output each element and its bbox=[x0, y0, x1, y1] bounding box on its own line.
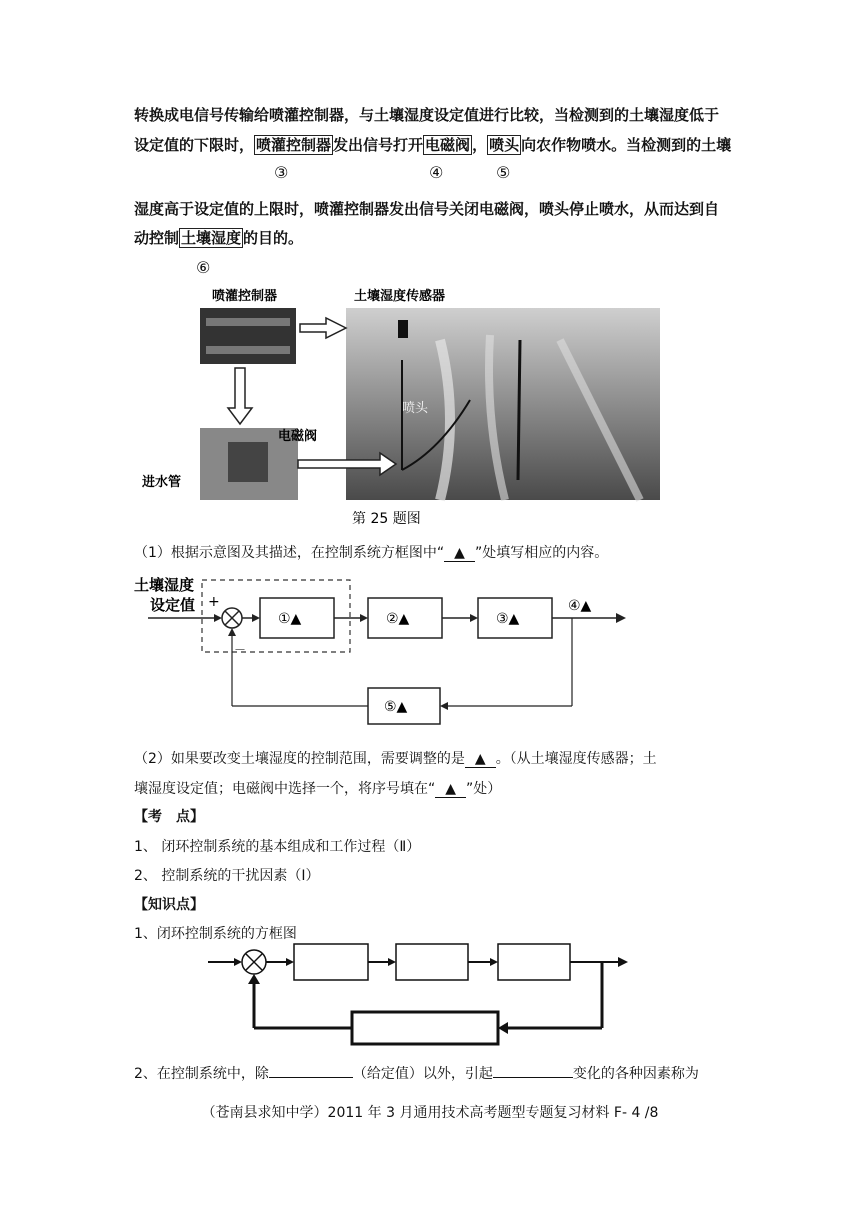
empty-block-2 bbox=[396, 944, 468, 980]
kaodian-title: 【考 点】 bbox=[134, 809, 204, 825]
intro-line-2 bbox=[134, 134, 731, 155]
intro-text: 的目的。 bbox=[243, 229, 304, 247]
q1-text: （1）根据示意图及其描述，在控制系统方框图中“ bbox=[134, 545, 445, 561]
empty-feedback-block bbox=[352, 1012, 498, 1044]
boxed-term-humidity: 土壤湿度 bbox=[181, 229, 242, 247]
arrow-sensor-to-controller bbox=[300, 318, 346, 338]
label-pipe: 进水管 bbox=[142, 475, 182, 490]
question-2-line-2 bbox=[134, 778, 501, 798]
controller-photo bbox=[200, 308, 296, 364]
boxed-term-valve: 电磁阀 bbox=[425, 136, 471, 154]
q2-text: （2）如果要改变土壤湿度的控制范围，需要调整的是 bbox=[134, 751, 465, 767]
input-label-1: 土壤湿度 bbox=[134, 576, 195, 594]
question-1 bbox=[134, 542, 608, 562]
intro-line-1: 转换成电信号传输给喷灌控制器，与土壤湿度设定值进行比较，当检测到的土壤湿度低于 bbox=[134, 106, 720, 124]
block-3-label: ③▲ bbox=[496, 611, 520, 627]
q1-blank bbox=[444, 545, 475, 562]
feedback-label: ⑤▲ bbox=[384, 699, 408, 715]
blank-given-value bbox=[269, 1077, 353, 1078]
block-1-label: ①▲ bbox=[278, 611, 302, 627]
marker-5: ⑤ bbox=[496, 163, 511, 182]
question-2-line-1 bbox=[134, 748, 657, 768]
figure-caption: 第 25 题图 bbox=[352, 511, 421, 527]
irrigation-figure bbox=[140, 280, 660, 530]
blank-output bbox=[493, 1077, 573, 1078]
kaodian-item-2: 2、 控制系统的干扰因素（Ⅰ） bbox=[134, 868, 320, 884]
zhishi-title: 【知识点】 bbox=[134, 897, 204, 913]
zhishi-text: 2、在控制系统中，除 bbox=[134, 1066, 269, 1082]
zhishi-item-2 bbox=[134, 1063, 699, 1083]
intro-line-3: 湿度高于设定值的上限时，喷灌控制器发出信号关闭电磁阀，喷头停止喷水，从而达到自 bbox=[134, 200, 720, 218]
control-block-diagram bbox=[128, 568, 648, 740]
q2-blank bbox=[465, 751, 496, 768]
intro-text: 动控制 bbox=[134, 229, 180, 247]
intro-text: ， bbox=[472, 136, 488, 154]
label-nozzle: 喷头 bbox=[402, 401, 429, 416]
plus-sign: + bbox=[208, 594, 220, 610]
input-label-2: 设定值 bbox=[150, 596, 196, 614]
q2-text: 。（从土壤湿度传感器；土 bbox=[495, 751, 657, 767]
kaodian-item-1: 1、 闭环控制系统的基本组成和工作过程（Ⅱ） bbox=[134, 839, 421, 855]
block-2-label: ②▲ bbox=[386, 611, 410, 627]
q2-blank-2 bbox=[435, 781, 466, 798]
output-label: ④▲ bbox=[568, 598, 592, 614]
q2-text: 壤湿度设定值；电磁阀中选择一个，将序号填在“ bbox=[134, 781, 436, 797]
empty-block-3 bbox=[498, 944, 570, 980]
label-sensor: 土壤湿度传感器 bbox=[354, 289, 446, 304]
sensor-icon bbox=[398, 320, 408, 338]
zhishi-item-1: 1、闭环控制系统的方框图 bbox=[134, 926, 297, 942]
zhishi-text: （给定值）以外，引起 bbox=[352, 1066, 493, 1082]
q1-text: ”处填写相应的内容。 bbox=[474, 545, 609, 561]
boxed-term-nozzle: 喷头 bbox=[489, 136, 520, 154]
intro-text: 向农作物喷水。当检测到的土壤 bbox=[521, 136, 732, 154]
empty-block-1 bbox=[294, 944, 368, 980]
marker-3: ③ bbox=[274, 163, 289, 182]
triangle-marker: ▲ bbox=[445, 781, 457, 797]
sensor-pole bbox=[518, 340, 520, 480]
page-footer: （苍南县求知中学）2011 年 3 月通用技术高考题型专题复习材料 F- 4 /8 bbox=[201, 1105, 659, 1121]
triangle-marker: ▲ bbox=[454, 545, 465, 561]
zhishi-text: 变化的各种因素称为 bbox=[572, 1066, 699, 1082]
closed-loop-diagram bbox=[200, 936, 640, 1046]
intro-line-4 bbox=[134, 227, 303, 248]
label-valve: 电磁阀 bbox=[278, 429, 318, 444]
marker-6: ⑥ bbox=[196, 258, 211, 277]
q2-text: ”处） bbox=[466, 781, 502, 797]
arrow-controller-to-valve bbox=[228, 368, 252, 424]
boxed-term-controller: 喷灌控制器 bbox=[256, 136, 332, 154]
intro-text: 发出信号打开 bbox=[333, 136, 424, 154]
triangle-marker: ▲ bbox=[474, 751, 486, 767]
label-controller: 喷灌控制器 bbox=[212, 289, 278, 304]
marker-4: ④ bbox=[429, 163, 444, 182]
field-photo bbox=[346, 308, 660, 500]
minus-sign: － bbox=[234, 643, 247, 657]
intro-text: 设定值的下限时， bbox=[134, 136, 255, 154]
